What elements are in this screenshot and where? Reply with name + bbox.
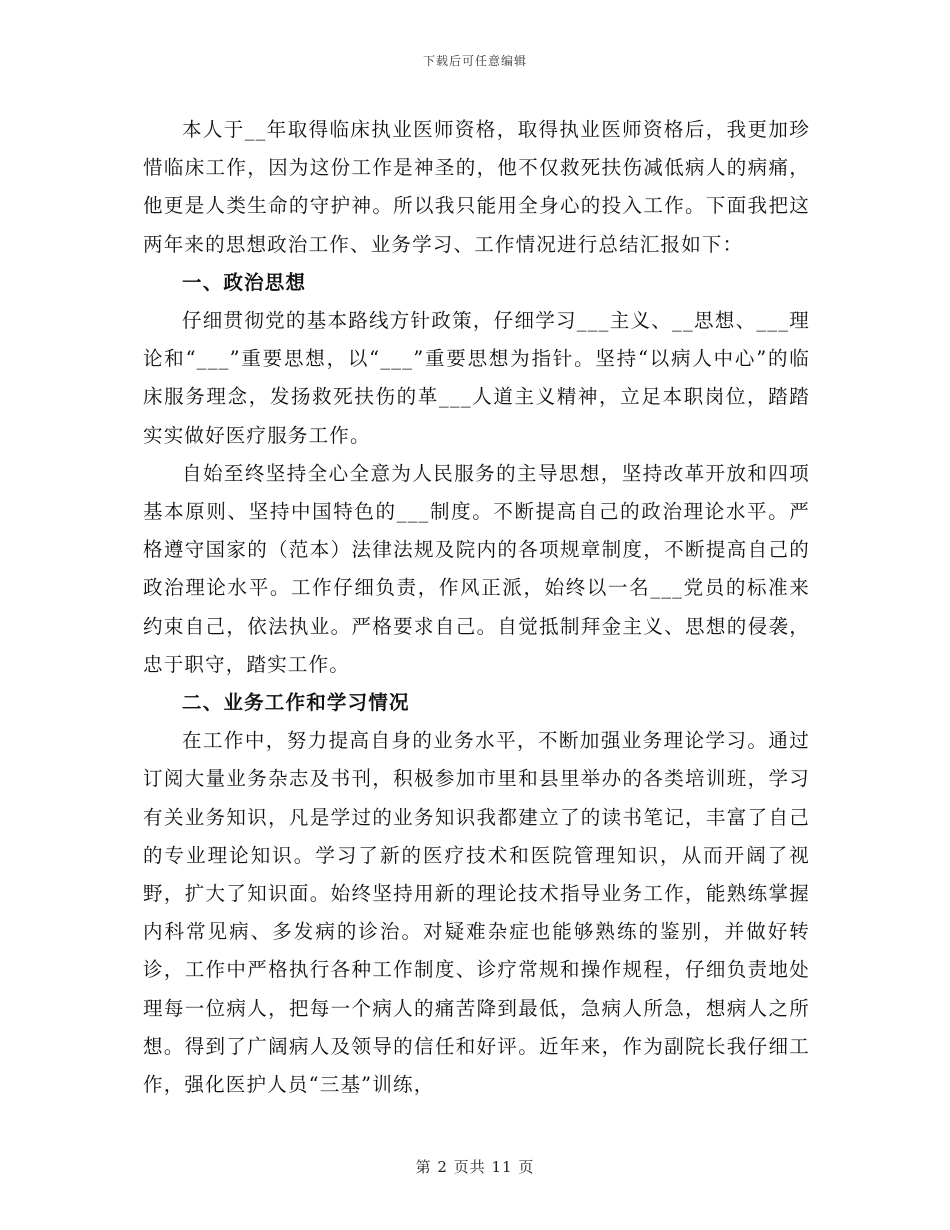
page-number: 第 2 页共 11 页 xyxy=(415,1158,535,1176)
section-heading-work-study: 二、业务工作和学习情况 xyxy=(182,691,410,715)
document-body xyxy=(143,111,810,1104)
header-note: 下载后可任意编辑 xyxy=(422,54,527,68)
paragraph-politics-2: 自始至终坚持全心全意为人民服务的主导思想，坚持改革开放和四项基本原则、坚持中国特色的___制度。不断提高自己的政治理论水平。严格遵守国家的（范本）法律法规及院内的各项规章制度，不断提高自己的政治理论水平。工作仔细负责，作风正派，始终以一名___党员的标准来约束自己，依法执业。严格要求自己。自觉抵制拜金主义、思想的侵袭，忠于职守，踏实工作。 xyxy=(143,461,810,676)
paragraph-intro: 本人于__年取得临床执业医师资格，取得执业医师资格后，我更加珍惜临床工作，因为这份工作是神圣的，他不仅救死扶伤减低病人的病痛，他更是人类生命的守护神。所以我只能用全身心的投入工作。下面我把这两年来的思想政治工作、业务学习、工作情况进行总结汇报如下： xyxy=(143,118,810,256)
paragraph-work-study: 在工作中，努力提高自身的业务水平，不断加强业务理论学习。通过订阅大量业务杂志及书刊，积极参加市里和县里举办的各类培训班，学习有关业务知识，凡是学过的业务知识我都建立了的读书笔记，丰富了自己的专业理论知识。学习了新的医疗技术和医院管理知识，从而开阔了视野，扩大了知识面。始终坚持用新的理论技术指导业务工作，能熟练掌握内科常见病、多发病的诊治。对疑难杂症也能够熟练的鉴别，并做好转诊，工作中严格执行各种工作制度、诊疗常规和操作规程，仔细负责地处理每一位病人，把每一个病人的痛苦降到最低，急病人所急，想病人之所想。得到了广阔病人及领导的信任和好评。近年来，作为副院长我仔细工作，强化医护人员“三基”训练， xyxy=(143,729,810,1097)
paragraph-politics-1: 仔细贯彻党的基本路线方针政策，仔细学习___主义、__思想、___理论和“___”重要思想，以“___”重要思想为指针。坚持“以病人中心”的临床服务理念，发扬救死扶伤的革___人道主义精神，立足本职岗位，踏踏实实做好医疗服务工作。 xyxy=(143,309,810,447)
section-heading-politics: 一、政治思想 xyxy=(182,270,307,294)
